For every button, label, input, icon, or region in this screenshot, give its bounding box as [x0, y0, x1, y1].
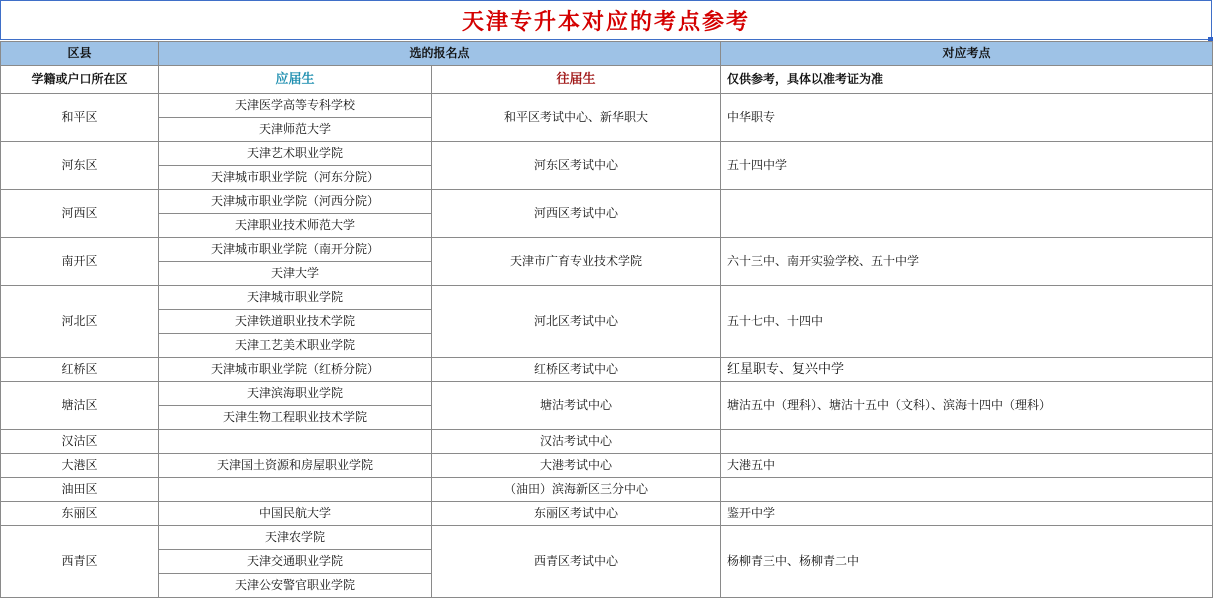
fresh-site-cell[interactable]: 天津滨海职业学院	[159, 382, 432, 406]
fresh-site-cell[interactable]: 天津工艺美术职业学院	[159, 334, 432, 358]
page-title: 天津专升本对应的考点参考	[461, 8, 750, 35]
past-site-cell[interactable]: 塘沽考试中心	[432, 382, 721, 430]
table-row	[1, 190, 1213, 214]
fresh-site-cell[interactable]	[159, 430, 432, 454]
district-cell[interactable]: 油田区	[1, 478, 159, 502]
subheader-past[interactable]: 往届生	[432, 66, 721, 94]
table-row	[1, 286, 1213, 310]
subheader-district[interactable]: 学籍或户口所在区	[1, 66, 159, 94]
header-registration[interactable]: 选的报名点	[159, 42, 721, 66]
past-site-cell[interactable]: 和平区考试中心、新华职大	[432, 94, 721, 142]
district-cell[interactable]: 南开区	[1, 238, 159, 286]
table-row	[1, 454, 1213, 478]
table-row	[1, 502, 1213, 526]
past-site-cell[interactable]: 红桥区考试中心	[432, 358, 721, 382]
exam-site-table	[0, 41, 1213, 598]
fresh-site-cell[interactable]: 天津铁道职业技术学院	[159, 310, 432, 334]
district-cell[interactable]: 西青区	[1, 526, 159, 598]
fresh-site-cell[interactable]: 天津城市职业学院（河东分院）	[159, 166, 432, 190]
exam-site-cell[interactable]: 大港五中	[721, 454, 1213, 478]
district-cell[interactable]: 河东区	[1, 142, 159, 190]
district-cell[interactable]: 和平区	[1, 94, 159, 142]
past-site-cell[interactable]: （油田）滨海新区三分中心	[432, 478, 721, 502]
exam-site-cell[interactable]	[721, 190, 1213, 238]
past-site-cell[interactable]: 汉沽考试中心	[432, 430, 721, 454]
fresh-site-cell[interactable]: 天津城市职业学院（南开分院）	[159, 238, 432, 262]
table-row	[1, 238, 1213, 262]
table-row	[1, 142, 1213, 166]
fresh-site-cell[interactable]: 天津城市职业学院	[159, 286, 432, 310]
fresh-site-cell[interactable]: 天津公安警官职业学院	[159, 574, 432, 598]
district-cell[interactable]: 河西区	[1, 190, 159, 238]
fresh-site-cell[interactable]: 中国民航大学	[159, 502, 432, 526]
exam-site-cell[interactable]	[721, 430, 1213, 454]
subheader-fresh[interactable]: 应届生	[159, 66, 432, 94]
exam-site-cell[interactable]: 杨柳青三中、杨柳青二中	[721, 526, 1213, 598]
subheader-row	[1, 66, 1213, 94]
header-row	[1, 42, 1213, 66]
table-row	[1, 358, 1213, 382]
fresh-site-cell[interactable]: 天津师范大学	[159, 118, 432, 142]
table-row	[1, 382, 1213, 406]
district-cell[interactable]: 汉沽区	[1, 430, 159, 454]
fresh-site-cell[interactable]: 天津城市职业学院（红桥分院）	[159, 358, 432, 382]
fresh-site-cell[interactable]: 天津医学高等专科学校	[159, 94, 432, 118]
district-cell[interactable]: 大港区	[1, 454, 159, 478]
exam-site-cell[interactable]: 五十七中、十四中	[721, 286, 1213, 358]
exam-site-cell[interactable]: 五十四中学	[721, 142, 1213, 190]
past-site-cell[interactable]: 河东区考试中心	[432, 142, 721, 190]
exam-site-cell[interactable]	[721, 478, 1213, 502]
past-site-cell[interactable]: 河西区考试中心	[432, 190, 721, 238]
fresh-site-cell[interactable]	[159, 478, 432, 502]
fresh-site-cell[interactable]: 天津大学	[159, 262, 432, 286]
exam-site-cell[interactable]: 六十三中、南开实验学校、五十中学	[721, 238, 1213, 286]
district-cell[interactable]: 东丽区	[1, 502, 159, 526]
fresh-site-cell[interactable]: 天津生物工程职业技术学院	[159, 406, 432, 430]
past-site-cell[interactable]: 大港考试中心	[432, 454, 721, 478]
sheet-title-cell[interactable]	[0, 0, 1212, 40]
table-row	[1, 526, 1213, 550]
table-row	[1, 430, 1213, 454]
header-exam-site[interactable]: 对应考点	[721, 42, 1213, 66]
fresh-site-cell[interactable]: 天津职业技术师范大学	[159, 214, 432, 238]
past-site-cell[interactable]: 天津市广育专业技术学院	[432, 238, 721, 286]
fresh-site-cell[interactable]: 天津国土资源和房屋职业学院	[159, 454, 432, 478]
fresh-site-cell[interactable]: 天津农学院	[159, 526, 432, 550]
exam-site-cell[interactable]: 塘沽五中（理科）、塘沽十五中（文科）、滨海十四中（理科）	[721, 382, 1213, 430]
past-site-cell[interactable]: 东丽区考试中心	[432, 502, 721, 526]
fresh-site-cell[interactable]: 天津艺术职业学院	[159, 142, 432, 166]
past-site-cell[interactable]: 河北区考试中心	[432, 286, 721, 358]
subheader-note[interactable]: 仅供参考，具体以准考证为准	[721, 66, 1213, 94]
exam-site-cell[interactable]: 鉴开中学	[721, 502, 1213, 526]
district-cell[interactable]: 河北区	[1, 286, 159, 358]
table-row	[1, 478, 1213, 502]
district-cell[interactable]: 红桥区	[1, 358, 159, 382]
fresh-site-cell[interactable]: 天津交通职业学院	[159, 550, 432, 574]
exam-site-cell[interactable]: 红星职专、复兴中学	[721, 358, 1213, 382]
district-cell[interactable]: 塘沽区	[1, 382, 159, 430]
past-site-cell[interactable]: 西青区考试中心	[432, 526, 721, 598]
table-row	[1, 94, 1213, 118]
fresh-site-cell[interactable]: 天津城市职业学院（河西分院）	[159, 190, 432, 214]
exam-site-cell[interactable]: 中华职专	[721, 94, 1213, 142]
header-district[interactable]: 区县	[1, 42, 159, 66]
